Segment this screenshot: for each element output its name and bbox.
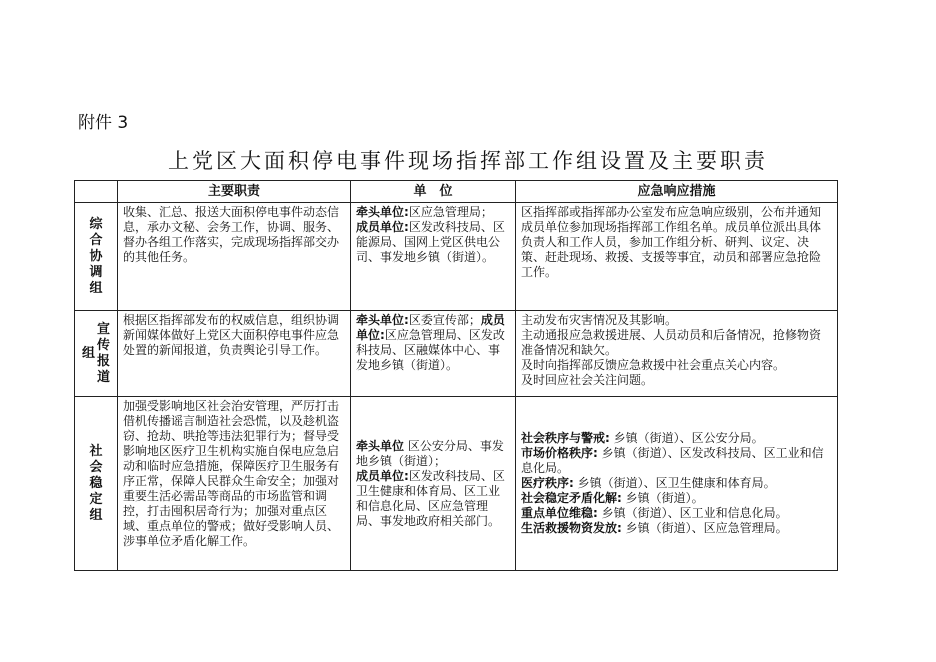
measure-item	[521, 446, 832, 476]
measure-text: 乡镇（街道）、区公安分局。	[613, 431, 764, 445]
lead-unit: 区委宣传部；	[408, 313, 481, 327]
group-char: 协	[89, 248, 103, 264]
measure-item: 及时向指挥部反馈应急救援中社会重点关心内容。	[521, 358, 786, 372]
member-unit-label: 成员单位:	[356, 220, 409, 234]
measure-item	[521, 521, 832, 536]
group-char: 传	[97, 337, 111, 353]
measure-label: 生活救援物资发放:	[521, 521, 622, 535]
table-header-row	[75, 181, 838, 203]
attachment-label: 附件 3	[78, 113, 129, 133]
member-unit-label: 成员单位:	[356, 468, 409, 483]
measure-text: 乡镇（街道）、区卫生健康和体育局。	[577, 476, 776, 490]
measure-item	[521, 476, 832, 491]
group-char: 合	[89, 232, 103, 248]
measures-cell	[516, 311, 838, 397]
group-side-char: 组	[81, 345, 95, 361]
header-unit: 单 位	[351, 181, 516, 203]
group-char: 会	[89, 459, 103, 475]
measure-label: 重点单位维稳:	[521, 506, 598, 520]
group-char: 宣	[97, 321, 111, 337]
lead-unit-label: 牵头单位	[356, 438, 405, 453]
measure-item: 及时回应社会关注问题。	[521, 373, 654, 387]
header-measures: 应急响应措施	[516, 181, 838, 203]
measure-label: 市场价格秩序:	[521, 446, 598, 460]
page-title: 上党区大面积停电事件现场指挥部工作组设置及主要职责	[168, 149, 768, 173]
measure-item: 主动发布灾害情况及其影响。	[521, 313, 678, 327]
duty-cell: 根据区指挥部发布的权威信息，组织协调新闻媒体做好上党区大面积停电事件应急处置的新闻报道，负责舆论引导工作。	[118, 311, 351, 397]
group-char: 社	[89, 443, 103, 459]
group-char: 综	[89, 216, 103, 232]
unit-cell	[351, 311, 516, 397]
measure-text: 乡镇（街道）、区发改科技局、区工业和信息化局。	[521, 446, 824, 475]
group-char: 报	[97, 353, 111, 369]
unit-cell	[351, 203, 516, 311]
duty-cell: 加强受影响地区社会治安管理，严厉打击借机传播谣言制造社会恐慌，以及趁机盗窃、抢劫、哄抢等违法犯罪行为；督导受影响地区医疗卫生机构实施自保电应急启动和临时应急措施，保障医疗卫生服务有序正常，保障人民群众生命安全；加强对重要生活必需品等商品的市场监管和调控，打击囤积居奇行为；加强对重点区域、重点单位的警戒；做好受影响人员、涉事单位矛盾化解工作。	[118, 397, 351, 571]
measure-item: 区指挥部或指挥部办公室发布应急响应级别，公布并通知成员单位参加现场指挥部工作组名单。成员单位派出具体负责人和工作人员，参加工作组分析、研判、议定、决策、赶赴现场、救援、支援等事宜，动员和部署应急抢险工作。	[521, 205, 822, 279]
measure-text: 乡镇（街道）。	[625, 491, 704, 505]
header-duty: 主要职责	[118, 181, 351, 203]
table-row	[75, 203, 838, 311]
measures-cell	[516, 203, 838, 311]
measure-item	[521, 491, 832, 506]
lead-unit: 区公安分局、事发地乡镇（街道）；	[356, 438, 504, 468]
measure-text: 乡镇（街道）、区应急管理局。	[625, 521, 788, 535]
group-char: 组	[89, 280, 103, 296]
group-char: 稳	[89, 475, 103, 491]
duty-table	[74, 180, 838, 571]
member-unit-label: 成员单位:	[356, 313, 505, 342]
measure-text: 乡镇（街道）、区工业和信息化局。	[601, 506, 788, 520]
group-name-cell	[75, 397, 118, 571]
measure-label: 社会秩序与警戒:	[521, 431, 610, 445]
measure-item	[521, 506, 832, 521]
header-group	[75, 181, 118, 203]
lead-unit: 区应急管理局；	[408, 205, 493, 219]
table-row	[75, 311, 838, 397]
member-unit: 区发改科技局、区卫生健康和体育局、区工业和信息化局、区应急管理局、事发地政府相关部门。	[356, 468, 505, 528]
group-char: 组	[89, 507, 103, 523]
group-name-cell	[75, 311, 118, 397]
measure-label: 医疗秩序:	[521, 476, 574, 490]
group-name-cell	[75, 203, 118, 311]
group-char: 道	[97, 369, 111, 385]
measure-item: 主动通报应急救援进展、人员动员和后备情况，抢修物资准备情况和缺欠。	[521, 328, 822, 357]
measure-label: 社会稳定矛盾化解:	[521, 491, 622, 505]
member-unit: 区应急管理局、区发改科技局、区融媒体中心、事发地乡镇（街道）。	[356, 328, 505, 372]
member-unit: 区发改科技局、区能源局、国网上党区供电公司、事发地乡镇（街道）。	[356, 220, 505, 264]
duty-cell: 收集、汇总、报送大面积停电事件动态信息，承办文秘、会务工作，协调、服务、督办各组工作落实，完成现场指挥部交办的其他任务。	[118, 203, 351, 311]
group-char: 调	[89, 264, 103, 280]
measures-cell	[516, 397, 838, 571]
lead-unit-label: 牵头单位:	[356, 313, 409, 327]
unit-cell	[351, 397, 516, 571]
table-row	[75, 397, 838, 571]
lead-unit-label: 牵头单位:	[356, 205, 409, 219]
measure-item	[521, 431, 832, 446]
group-char: 定	[89, 491, 103, 507]
